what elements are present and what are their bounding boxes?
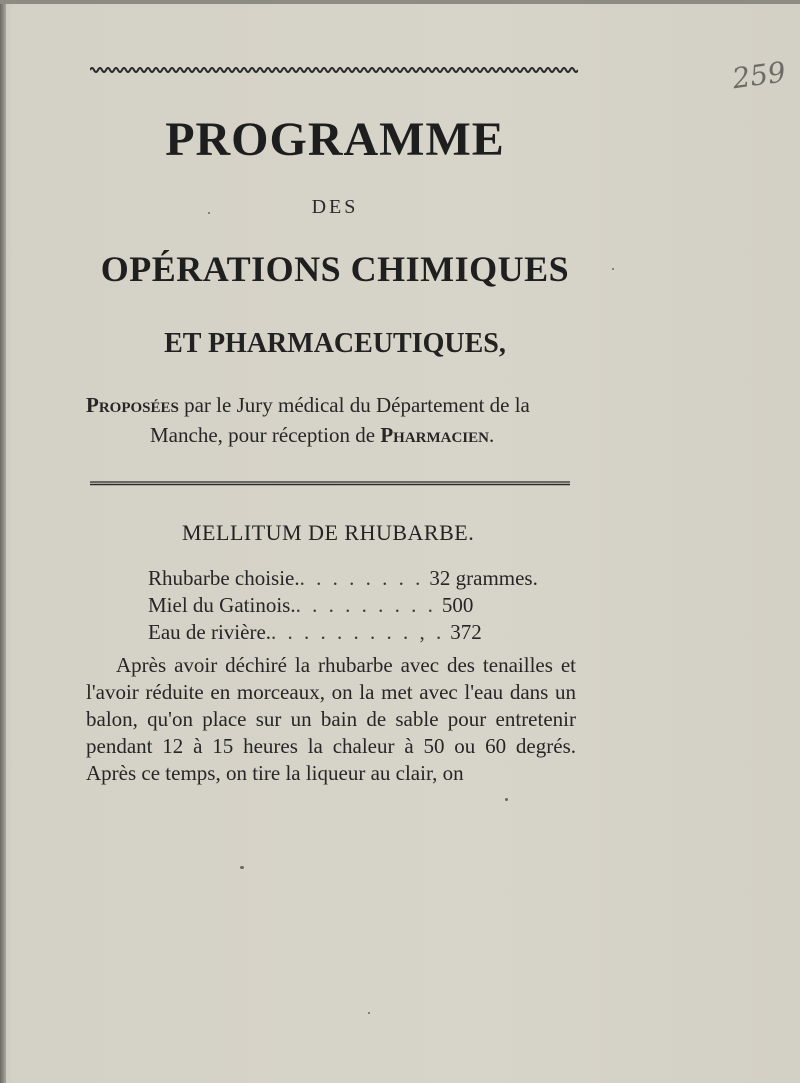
page-title: PROGRAMME bbox=[165, 113, 505, 166]
ingredient-name: Eau de rivière. bbox=[148, 620, 272, 644]
ingredient-row bbox=[148, 565, 538, 592]
proposal-line2-end: . bbox=[489, 423, 495, 447]
ingredient-name: Rhubarbe choisie. bbox=[148, 566, 300, 590]
page-top-edge bbox=[0, 0, 800, 4]
ingredient-quantity: 500 bbox=[441, 593, 474, 617]
recipe-paragraph bbox=[86, 652, 576, 787]
ingredient-quantity: 372 bbox=[450, 620, 482, 644]
subtitle-des: DES bbox=[311, 196, 359, 218]
ingredient-list bbox=[148, 565, 538, 646]
section-divider-rule bbox=[90, 480, 570, 486]
heading-operations: OPÉRATIONS CHIMIQUES bbox=[100, 249, 570, 289]
recipe-title: MELLITUM DE RHUBARBE. bbox=[182, 520, 475, 545]
folio-number: 259 bbox=[730, 55, 788, 96]
ingredient-row bbox=[148, 592, 538, 619]
leader-dots: . . . . . . . . bbox=[299, 566, 424, 590]
leader-dots: . . . . . . . . . bbox=[295, 593, 436, 617]
leader-dots: . . . . . . . . . , . bbox=[271, 620, 445, 644]
ingredient-name: Miel du Gatinois. bbox=[148, 593, 296, 617]
pharmacien-word: Pharmacien bbox=[380, 423, 489, 447]
proposal-line1: par le Jury médical du Département de la bbox=[178, 393, 530, 417]
ornamental-rule-top bbox=[90, 66, 578, 74]
proposal-line2-text: Manche, pour réception de bbox=[150, 423, 381, 447]
proposal-line2 bbox=[86, 420, 586, 450]
ingredient-row bbox=[148, 619, 538, 646]
heading-pharmaceutiques: ET PHARMACEUTIQUES, bbox=[164, 328, 506, 359]
ingredient-quantity: 32 grammes. bbox=[429, 566, 538, 590]
proposal-statement bbox=[86, 390, 586, 450]
paragraph-text: Après avoir déchiré la rhubarbe avec des tenailles et l'avoir réduite en morceaux, on la met avec l'eau dans un balon, qu'on place sur un bain de sable pour entretenir pendant 12 à 15 heures la chaleur à 50 ou 60 degrés. Après ce temps, on tire la liqueur au clair, on bbox=[86, 653, 576, 785]
proposees-word: Proposées bbox=[86, 393, 179, 417]
